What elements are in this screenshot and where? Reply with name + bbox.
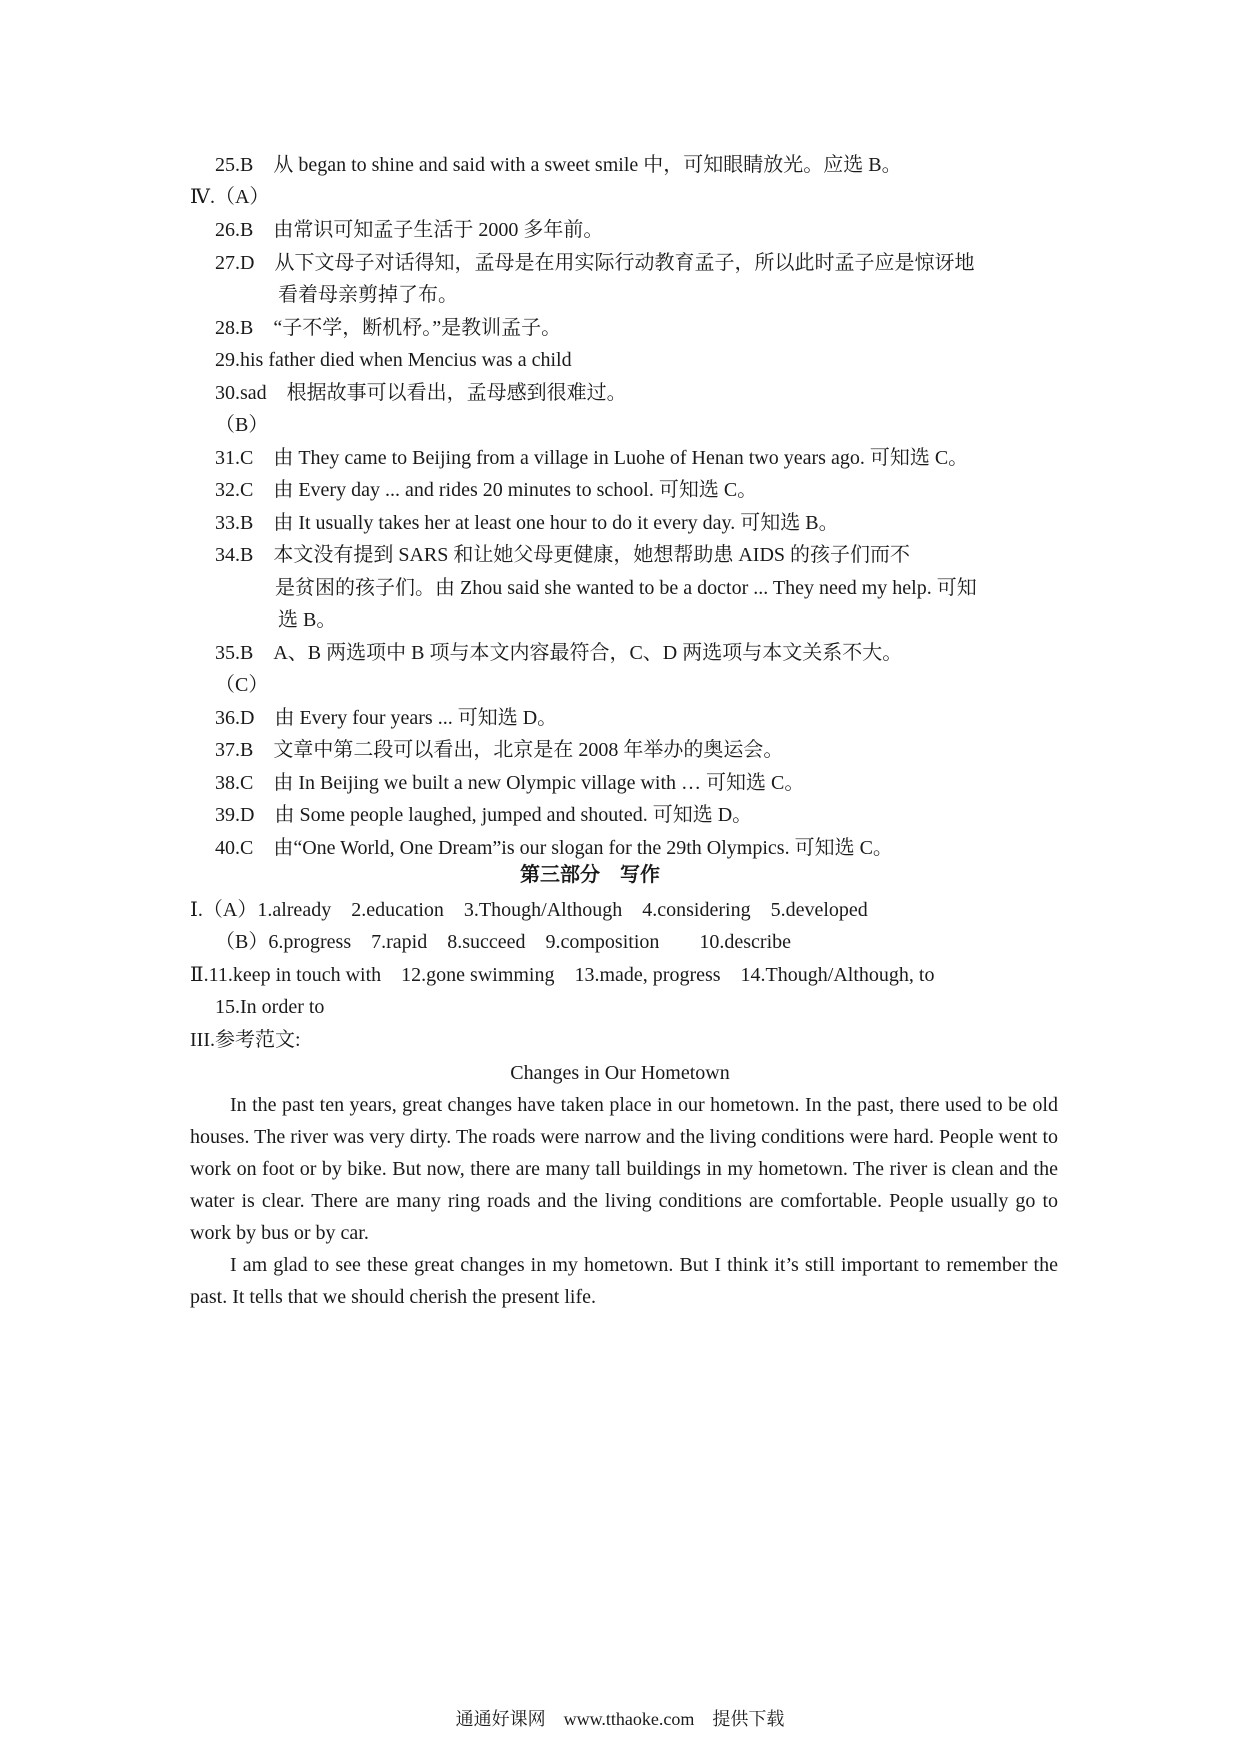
answer-line-34b: 是贫困的孩子们。由 Zhou said she wanted to be a doctor ... They need my help. 可知 xyxy=(275,577,977,599)
answer-line-27b: 看着母亲剪掉了布。 xyxy=(278,284,458,306)
essay-paragraph-1: In the past ten years, great changes have taken place in our hometown. In the past, there used to be old houses. The river was very dirty. The roads were narrow and the living conditions were hard. People went to work on foot or by bike. But now, there are many tall buildings in my hometown. The river is clean and the water is clear. There are many ring roads and the living conditions are comfortable. People usually go to work by bus or by car. xyxy=(190,1094,1058,1244)
answer-line-27a: 27.D 从下文母子对话得知，孟母是在用实际行动教育孟子，所以此时孟子应是惊讶地 xyxy=(215,252,975,274)
answer-line-29: 29.his father died when Mencius was a child xyxy=(215,349,572,371)
answer-line-26: 26.B 由常识可知孟子生活于 2000 多年前。 xyxy=(215,219,604,241)
answer-line-25: 25.B 从 began to shine and said with a sweet smile 中，可知眼睛放光。应选 B。 xyxy=(215,154,902,176)
writing-ii-a: Ⅱ.11.keep in touch with 12.gone swimming 13.made, progress 14.Though/Although, to xyxy=(190,964,935,986)
answer-line-37: 37.B 文章中第二段可以看出，北京是在 2008 年举办的奥运会。 xyxy=(215,739,784,761)
answer-line-32: 32.C 由 Every day ... and rides 20 minutes to school. 可知选 C。 xyxy=(215,479,758,501)
answer-line-33: 33.B 由 It usually takes her at least one hour to do it every day. 可知选 B。 xyxy=(215,512,839,534)
answer-line-35: 35.B A、B 两选项中 B 项与本文内容最符合，C、D 两选项与本文关系不大。 xyxy=(215,642,903,664)
answer-line-40: 40.C 由“One World, One Dream”is our slogan for the 29th Olympics. 可知选 C。 xyxy=(215,837,893,859)
answer-line-31: 31.C 由 They came to Beijing from a village in Luohe of Henan two years ago. 可知选 C。 xyxy=(215,447,969,469)
answer-line-39: 39.D 由 Some people laughed, jumped and shouted. 可知选 D。 xyxy=(215,804,753,826)
writing-iii: III.参考范文: xyxy=(190,1029,301,1051)
answer-line-28: 28.B “子不学，断机杼。”是教训孟子。 xyxy=(215,317,562,339)
answer-line-30: 30.sad 根据故事可以看出，孟母感到很难过。 xyxy=(215,382,627,404)
section-b: （B） xyxy=(215,414,269,436)
writing-i-a: Ⅰ.（A）1.already 2.education 3.Though/Although 4.considering 5.developed xyxy=(190,899,868,921)
writing-ii-b: 15.In order to xyxy=(215,996,325,1018)
section-c: （C） xyxy=(215,674,269,696)
answer-line-38: 38.C 由 In Beijing we built a new Olympic village with … 可知选 C。 xyxy=(215,772,805,794)
essay-paragraph-2: I am glad to see these great changes in my hometown. But I think it’s still important to remember the past. It tells that we should cherish the present life. xyxy=(190,1254,1058,1308)
answer-line-34c: 选 B。 xyxy=(278,609,337,631)
section-iv-a: Ⅳ.（A） xyxy=(190,186,270,208)
essay-title: Changes in Our Hometown xyxy=(510,1062,730,1084)
section-title: 第三部分 写作 xyxy=(520,864,660,886)
footer-credit: 通通好课网 www.tthaoke.com 提供下载 xyxy=(455,1709,785,1729)
essay-body xyxy=(190,1089,1058,1313)
answer-line-34a: 34.B 本文没有提到 SARS 和让她父母更健康，她想帮助患 AIDS 的孩子们而不 xyxy=(215,544,911,566)
answer-line-36: 36.D 由 Every four years ... 可知选 D。 xyxy=(215,707,558,729)
writing-i-b: （B）6.progress 7.rapid 8.succeed 9.composition 10.describe xyxy=(215,931,792,953)
